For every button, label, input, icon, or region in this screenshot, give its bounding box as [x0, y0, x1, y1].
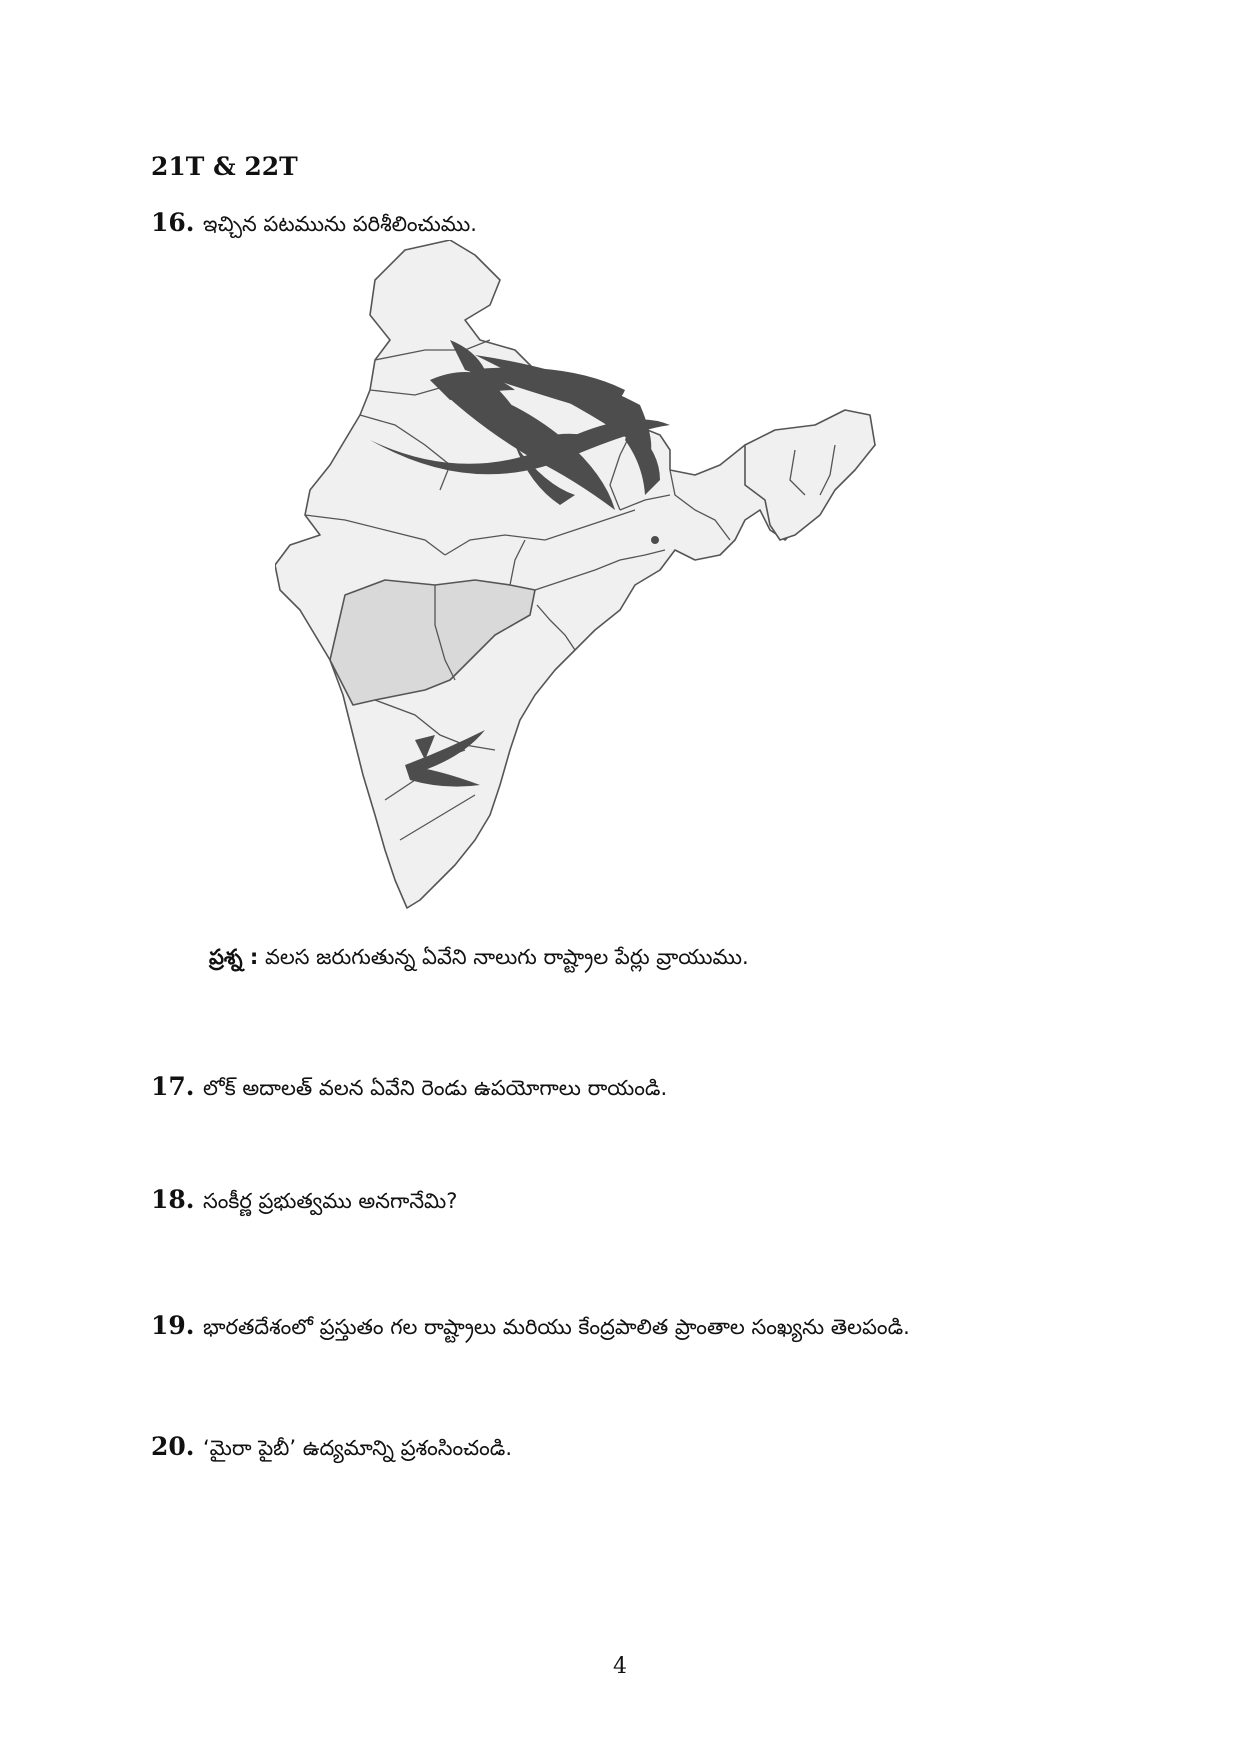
question-17	[151, 1072, 667, 1106]
question-text: ఇచ్చిన పటమును పరిశీలించుము.	[203, 212, 477, 236]
question-text: లోక్ అదాలత్ వలన ఏవేని రెండు ఉపయోగాలు రాయండి.	[203, 1076, 668, 1100]
question-number: 17.	[151, 1072, 195, 1101]
question-number: 20.	[151, 1432, 195, 1461]
question-16	[151, 208, 477, 242]
question-number: 16.	[151, 208, 195, 237]
sub-question-label: ప్రశ్న :	[209, 945, 259, 969]
question-20	[151, 1432, 512, 1466]
kolkata-marker	[651, 536, 659, 544]
question-18	[151, 1185, 457, 1219]
sub-question	[209, 945, 749, 975]
paper-code: 21T & 22T	[151, 152, 298, 181]
question-text: సంకీర్ణ ప్రభుత్వము అనగానేమి?	[203, 1189, 458, 1213]
question-number: 18.	[151, 1185, 195, 1214]
question-text: ‘మైరా పైబీ’ ఉద్యమాన్ని ప్రశంసించండి.	[203, 1436, 512, 1460]
question-number: 19.	[151, 1311, 195, 1340]
question-text: భారతదేశంలో ప్రస్తుతం గల రాష్ట్రాలు మరియు కేంద్రపాలిత ప్రాంతాల సంఖ్యను తెలపండి.	[203, 1315, 910, 1339]
question-19	[151, 1311, 910, 1345]
india-outline	[275, 240, 875, 908]
sub-question-text: వలస జరుగుతున్న ఏవేని నాలుగు రాష్ట్రాల పేర్లు వ్రాయుము.	[264, 945, 749, 969]
india-migration-map	[275, 240, 975, 925]
page-number: 4	[613, 1654, 627, 1679]
